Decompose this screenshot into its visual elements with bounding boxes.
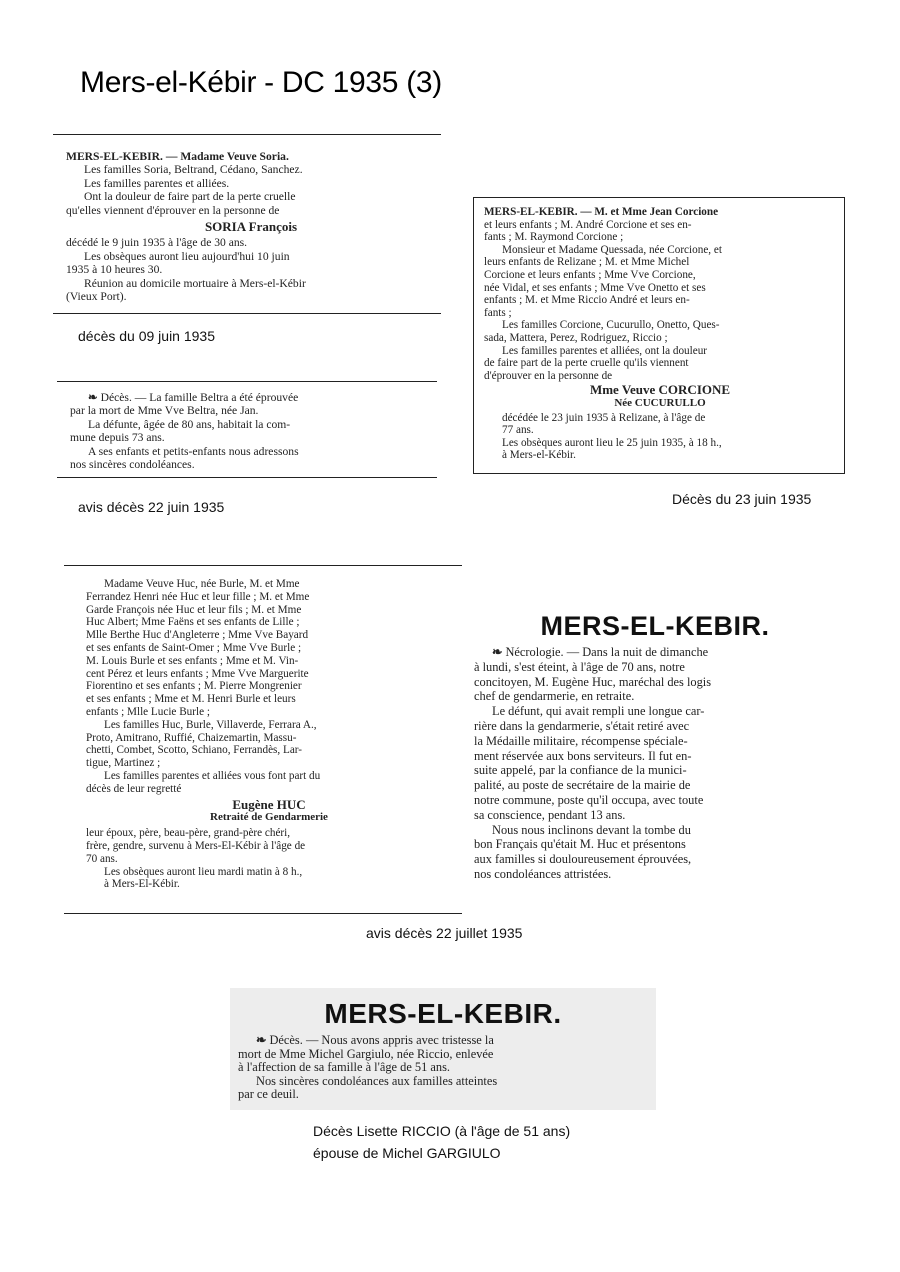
clip3-line: décédée le 23 juin 1935 à Relizane, à l'âge de xyxy=(502,411,706,424)
clip5-body xyxy=(470,645,840,882)
clip6-line: Nos sincères condoléances aux familles atteintes xyxy=(256,1073,498,1088)
clip3-line: à Mers-el-Kébir. xyxy=(502,449,576,462)
clip2-line: A ses enfants et petits-enfants nous adressons xyxy=(88,444,299,458)
clip3-line: de faire part de la perte cruelle qu'ils viennent xyxy=(484,357,689,370)
clip6-line: mort de Mme Michel Gargiulo, née Riccio, enlevée xyxy=(238,1046,494,1061)
clip4-line: Les obsèques auront lieu mardi matin à 8 h., xyxy=(104,865,303,878)
clip4-line: tigue, Martinez ; xyxy=(86,757,161,770)
clip4-line: Ferrandez Henri née Huc et leur fille ; M. et Mme xyxy=(86,590,310,603)
caption-huc: avis décès 22 juillet 1935 xyxy=(366,925,523,941)
clip5-line: Nous nous inclinons devant la tombe du xyxy=(492,822,691,837)
clip5-line: Le défunt, qui avait rempli une longue car- xyxy=(492,704,705,719)
caption-beltra: avis décès 22 juin 1935 xyxy=(78,499,225,515)
page-title: Mers-el-Kébir - DC 1935 (3) xyxy=(80,66,442,99)
clip3-line: Les familles parentes et alliées, ont la douleur xyxy=(502,344,708,357)
clip-gargiulo xyxy=(230,988,656,1110)
clip2-line: par la mort de Mme Vve Beltra, née Jan. xyxy=(70,404,259,418)
clip5-line: chef de gendarmerie, en retraite. xyxy=(474,689,635,704)
clip6-line: à l'affection de sa famille à l'âge de 51 ans. xyxy=(238,1060,451,1075)
clip4-line: Garde François née Huc et leur fils ; M. et Mme xyxy=(86,603,302,616)
clip3-body xyxy=(484,206,836,462)
clip3-line: Les familles Corcione, Cucurullo, Onetto, Ques- xyxy=(502,319,720,332)
clip4-line: à Mers-El-Kébir. xyxy=(104,878,180,891)
clip5-line: notre commune, poste qu'il occupa, avec toute xyxy=(474,792,704,807)
clip5-line-text: Nécrologie. — Dans la nuit de dimanche xyxy=(505,645,709,659)
clip4-line: frère, gendre, survenu à Mers-El-Kébir à l'âge de xyxy=(86,839,306,852)
clip2-line: La défunte, âgée de 80 ans, habitait la com- xyxy=(88,417,291,431)
clip5-line xyxy=(474,645,836,660)
clip5-line: bon Français qu'était M. Huc et présentons xyxy=(474,837,686,852)
clip5-line: suite appelé, par la confiance de la munici- xyxy=(474,763,687,778)
clip3-line: Corcione et leurs enfants ; Mme Vve Corcione, xyxy=(484,268,696,281)
clip3-line: née Vidal, et ses enfants ; Mme Vve Onetto et ses xyxy=(484,281,706,294)
clip4-top-rule xyxy=(64,565,462,566)
caption-soria: décès du 09 juin 1935 xyxy=(78,328,215,344)
clip2-line xyxy=(70,391,435,404)
clip3-line: 77 ans. xyxy=(502,424,534,437)
clip5-heading: MERS-EL-KEBIR. xyxy=(540,611,770,641)
clip4-subtitle: Retraité de Gendarmerie xyxy=(210,811,328,824)
clip4-line: Les familles parentes et alliées vous font part du xyxy=(104,769,321,782)
clip6-line: par ce deuil. xyxy=(238,1087,299,1102)
clip4-line: Madame Veuve Huc, née Burle, M. et Mme xyxy=(104,578,300,590)
clip1-line: Les obsèques auront lieu aujourd'hui 10 juin xyxy=(84,249,290,263)
clip5-line: la Médaille militaire, récompense spéciale- xyxy=(474,733,688,748)
clip1-line: Les familles parentes et alliées. xyxy=(84,176,230,190)
clip4-line: et ses enfants ; Mme et M. Henri Burle et leurs xyxy=(86,693,296,706)
clip6-heading: MERS-EL-KEBIR. xyxy=(324,998,562,1029)
clip1-top-rule xyxy=(53,134,441,135)
clip-huc-necrology xyxy=(470,605,840,903)
clip1-line: 1935 à 10 heures 30. xyxy=(66,263,163,277)
clip6-line-text: Décès. — Nous avons appris avec tristesse la xyxy=(269,1033,494,1047)
clip4-line: 70 ans. xyxy=(86,852,118,865)
caption-gargiulo-line2: épouse de Michel GARGIULO xyxy=(313,1145,501,1161)
clip-corcione xyxy=(473,197,845,474)
clip5-line: nos condoléances attristées. xyxy=(474,866,612,881)
clip4-bottom-rule xyxy=(64,913,462,914)
clip1-line: décédé le 9 juin 1935 à l'âge de 30 ans. xyxy=(66,236,248,250)
clip4-name: Eugène HUC xyxy=(232,796,306,812)
clip1-line: Réunion au domicile mortuaire à Mers-el-Kébir xyxy=(84,276,306,290)
clip5-line: à lundi, s'est éteint, à l'âge de 70 ans, notre xyxy=(474,659,685,674)
clip1-line: Les familles Soria, Beltrand, Cédano, Sanchez. xyxy=(84,163,303,177)
clip4-line: Huc Albert; Mme Faëns et ses enfants de Lille ; xyxy=(86,616,300,629)
clip2-bottom-rule xyxy=(57,477,437,478)
clip3-line: fants ; xyxy=(484,306,512,319)
clip5-line: palité, au poste de secrétaire de la mairie de xyxy=(474,778,691,793)
clip1-line: (Vieux Port). xyxy=(66,290,127,304)
clip1-line: MERS-EL-KEBIR. — Madame Veuve Soria. xyxy=(66,150,289,163)
clip4-line: Les familles Huc, Burle, Villaverde, Ferrara A., xyxy=(104,718,317,731)
clip-beltra xyxy=(70,391,435,471)
clip3-name: Mme Veuve CORCIONE xyxy=(589,382,731,398)
section-mark-icon: ❧ xyxy=(492,645,506,659)
clip3-line: enfants ; M. et Mme Riccio André et leurs en- xyxy=(484,294,690,307)
clip6-body xyxy=(230,1034,656,1102)
clip3-line: fants ; M. Raymond Corcione ; xyxy=(484,231,624,244)
clip1-bottom-rule xyxy=(53,313,441,314)
clip3-line: leurs enfants de Relizane ; M. et Mme Michel xyxy=(484,256,690,269)
caption-corcione: Décès du 23 juin 1935 xyxy=(672,491,812,507)
clip2-line-text: Décès. — La famille Beltra a été éprouvée xyxy=(100,391,299,404)
clip3-line: d'éprouver en la personne de xyxy=(484,369,613,382)
clip5-line: sa conscience, pendant 13 ans. xyxy=(474,807,626,822)
clip5-line: concitoyen, M. Eugène Huc, maréchal des logis xyxy=(474,674,712,689)
section-mark-icon: ❧ xyxy=(256,1033,270,1047)
clip4-line: M. Louis Burle et ses enfants ; Mme et M. Vin- xyxy=(86,654,299,667)
clip1-name: SORIA François xyxy=(204,219,298,235)
section-mark-icon: ❧ xyxy=(88,391,101,404)
clip2-top-rule xyxy=(57,381,437,382)
clip4-line: et ses enfants de Saint-Omer ; Mme Vve Burle ; xyxy=(86,641,302,654)
clip-soria xyxy=(66,150,436,303)
clip4-line: chetti, Combet, Scotto, Schiano, Ferrandès, Lar- xyxy=(86,744,303,757)
clip3-line: Monsieur et Madame Quessada, née Corcione, et xyxy=(502,243,722,256)
clip3-name2: Née CUCURULLO xyxy=(614,396,706,409)
clip3-line: et leurs enfants ; M. André Corcione et ses en- xyxy=(484,218,692,231)
clip-huc-family xyxy=(86,578,452,891)
clip4-line: Fiorentino et ses enfants ; M. Pierre Mongrenier xyxy=(86,680,302,693)
clip4-line: décès de leur regretté xyxy=(86,782,182,795)
clip5-line: aux familles si douloureusement éprouvées, xyxy=(474,852,692,867)
caption-gargiulo-line1: Décès Lisette RICCIO (à l'âge de 51 ans) xyxy=(313,1123,571,1139)
clip5-line: ment réservée aux bons serviteurs. Il fut en- xyxy=(474,748,692,763)
clip4-line: Proto, Amitrano, Ruffié, Chaizemartin, Massu- xyxy=(86,731,297,744)
clip6-line xyxy=(238,1034,648,1048)
clip2-line: mune depuis 73 ans. xyxy=(70,431,165,445)
clip4-line: Mlle Berthe Huc d'Angleterre ; Mme Vve Bayard xyxy=(86,629,309,642)
clip5-line: rière dans la gendarmerie, s'était retiré avec xyxy=(474,718,690,733)
clip1-line: Ont la douleur de faire part de la perte cruelle xyxy=(84,190,296,204)
clip4-line: enfants ; Mlle Lucie Burle ; xyxy=(86,705,210,718)
clip3-line: Les obsèques auront lieu le 25 juin 1935, à 18 h., xyxy=(502,436,722,449)
clip1-line: qu'elles viennent d'éprouver en la personne de xyxy=(66,203,280,217)
clip3-line: sada, Mattera, Perez, Rodriguez, Riccio ; xyxy=(484,331,668,344)
clip3-line: MERS-EL-KEBIR. — M. et Mme Jean Corcione xyxy=(484,206,719,218)
clip4-line: cent Pérez et leurs enfants ; Mme Vve Marguerite xyxy=(86,667,309,680)
clip4-line: leur époux, père, beau-père, grand-père chéri, xyxy=(86,827,291,840)
clip2-line: nos sincères condoléances. xyxy=(70,458,195,472)
